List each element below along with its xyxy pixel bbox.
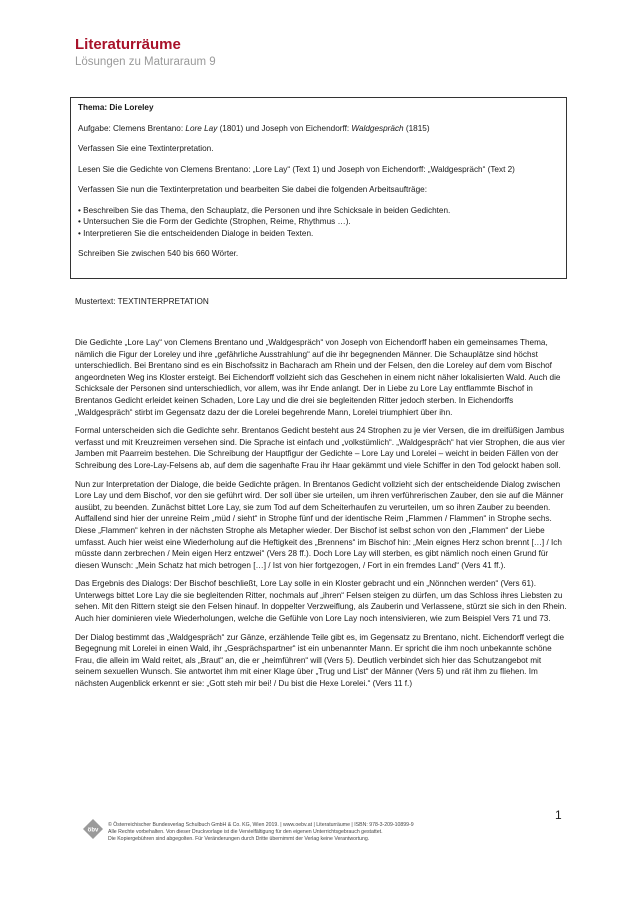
page-number: 1 [555,808,562,822]
task-instruction-1: Verfassen Sie eine Textinterpretation. [78,144,214,153]
body-paragraph: Formal unterscheiden sich die Gedichte sehr. Brentanos Gedicht besteht aus 24 Strophen zu je vier Versen, die im dreifüßigen Jambus verfasst und mit Kreuzreimen versehen sind. Die Sprache ist einfach und „volkstümlich“. „Waldgespräch“ hat vier Strophen, die aus vier Jamben mit Paarreim bestehen. Die Schreibung der Hauptfigur der Gedichte – Lore Lay und Lorelei – weicht in beiden Fällen von der Schreibung des Lore-Lay-Felsens ab, auf dem die sagenhafte Frau ihr Haar gekämmt und viele Schiffer in den Tod gelockt haben soll. [75,426,565,470]
page-title: Literaturräume [75,36,181,53]
model-text-body [75,337,567,697]
assignment-prefix: Aufgabe: Clemens Brentano: [78,123,186,133]
task-bullet: • Beschreiben Sie das Thema, den Schauplatz, die Personen und ihre Schicksale in beiden Gedichten. [78,205,451,215]
work2-year: (1815) [403,123,430,133]
task-title: Thema: Die Loreley [78,103,154,112]
work1-year: (1801) und Joseph von Eichendorff: [217,123,352,133]
body-paragraph: Der Dialog bestimmt das „Waldgespräch“ zur Gänze, erzählende Teile gibt es, im Gegensatz zu Brentano, nicht. Eichendorff verlegt die Begegnung mit Lorelei in einen Wald, ihr „Gesprächspartner“ ist ein unbenannter Mann. Er spricht die ihm noch unbekannte schöne Frau, die allein im Wald reitet, als „Braut“ an, die er „heimführen“ will (Vers 5). Deutlich verbindet sich hier das Schutzangebot mit seinem sexuellen Wunsch. Sie antwortet ihm mit einer Klage über „Trug und List“ der Männer (Vers 5) und rät ihm zu fliehen. Im nächsten Augenblick erkennt er sie: „Gott steh mir bei! / Du bist die Hexe Lorelei.“ (Vers 11 f.) [75,632,565,689]
body-paragraph: Die Gedichte „Lore Lay“ von Clemens Brentano und „Waldgespräch“ von Joseph von Eichendorff haben ein gemeinsames Thema, nämlich die Figur der Loreley und ihre „gefährliche Ausstrahlung“ auf die ihr begegnenden Männer. Die Schauplätze sind höchst unterschiedlich. Bei Brentano sind es ein Bischofssitz in Bacharach am Rhein und der Felsen, den die Loreley auf dem vom Bischof angeordneten Weg ins Kloster ersteigt. Bei Eichendorff vollzieht sich das Geschehen in einem nicht näher lokalisierten Wald. Auch die Schicksale der Personen sind unterschiedlich, vor allem, was ihr Ende anlangt. Der in Liebe zu Lore Lay entflammte Bischof in Brentanos Gedicht erleidet keinen Schaden, Lore Lay und die drei sie begleitenden Ritter jedoch sterben. In Eichendorffs „Waldgespräch“ stirbt im Gegensatz dazu der die Lorelei begehrende Mann, Lorelei triumphiert über ihn. [75,338,561,417]
logo-text: öbv [87,827,99,834]
footer-line: Die Kopiergebühren sind abgegolten. Für Veränderungen durch Dritte übernimmt der Verlag keine Verantwortung. [108,836,370,842]
footer-copyright [108,822,488,843]
task-instruction-3: Verfassen Sie nun die Textinterpretation und bearbeiten Sie dabei die folgenden Arbeitsaufträge: [78,185,427,194]
body-paragraph: Nun zur Interpretation der Dialoge, die beide Gedichte prägen. In Brentanos Gedicht vollzieht sich der entscheidende Dialog zwischen Lore Lay und dem Bischof, vor den sie geführt wird. Der soll über sie urteilen, um ihren verführerischen Zauber, den sie auf die Männer ausübt, zu beenden. Zunächst bittet Lore Lay, sie zum Tod auf dem Scheiterhaufen zu verurteilen, um so ihren Zauber zu beenden. Auffallend sind hier der unreine Reim „müd / sieht“ in Strophe fünf und der identische Reim „Flammen / Flammen“ in Strophe sechs. Diese „Flammen“ kehren in der nächsten Strophe als Metapher wieder. Der Bischof ist selbst schon von den „Flammen“ der Liebe umfasst. Auch hier weist eine Wiederholung auf die Heftigkeit des „Brennens“ im Bischof hin: „Mein eignes Herz schon brennt […] / Ich müsste dann zerbrechen / Mein eigen Herz entzwei“ (Vers 28 ff.). Doch Lore Lay will sterben, es gibt nämlich noch einen Grund für diesen Wunsch: „Mein Schatz hat mich betrogen […] / Ist von hier fortgezogen, / Fort in ein fremdes Land“ (Vers 41 ff.). [75,479,564,570]
task-box [70,97,567,279]
page-subtitle: Lösungen zu Maturaraum 9 [75,56,216,68]
task-assignment [78,123,559,135]
footer-line: © Österreichischer Bundesverlag Schulbuch GmbH & Co. KG, Wien 2019. | www.oebv.at | Literaturräume | ISBN: 978-3-209-10899-9 [108,822,414,828]
model-text-heading: Mustertext: TEXTINTERPRETATION [75,297,209,306]
footer-line: Alle Rechte vorbehalten. Von dieser Druckvorlage ist die Vervielfältigung für den eigenen Unterrichtsgebrauch gestattet. [108,829,383,835]
work-title-waldgespraech: Waldgespräch [351,123,404,133]
task-bullet: • Untersuchen Sie die Form der Gedichte (Strophen, Reime, Rhythmus …). [78,217,351,226]
publisher-logo-icon [82,818,104,840]
body-paragraph: Das Ergebnis des Dialogs: Der Bischof beschließt, Lore Lay solle in ein Kloster gebracht und ein „Nönnchen werden“ (Vers 61). Unterwegs bittet Lore Lay die sie begleitenden Ritter, nochmals auf „ihren“ Felsen steigen zu dürfen, um das Schloss ihres Liebsten zu sehen. Mit den Rittern steigt sie den Felsen hinauf. In doppelter Verzweiflung, als Zauberin und Verlassene, stürzt sie sich in den Rhein. Auch hier dominieren viele Wiederholungen, welche die Gefühle von Lore Lay noch intensivieren, wie zum Beispiel Vers 71 und 73. [75,579,567,624]
task-instruction-2: Lesen Sie die Gedichte von Clemens Brentano: „Lore Lay“ (Text 1) und Joseph von Eichendorff: „Waldgespräch“ (Text 2) [78,164,515,174]
work-title-lore-lay: Lore Lay [185,123,218,133]
task-bullet: • Interpretieren Sie die entscheidenden Dialoge in beiden Texten. [78,228,314,238]
task-bullet-list [78,205,559,240]
task-word-count: Schreiben Sie zwischen 540 bis 660 Wörter. [78,249,239,258]
